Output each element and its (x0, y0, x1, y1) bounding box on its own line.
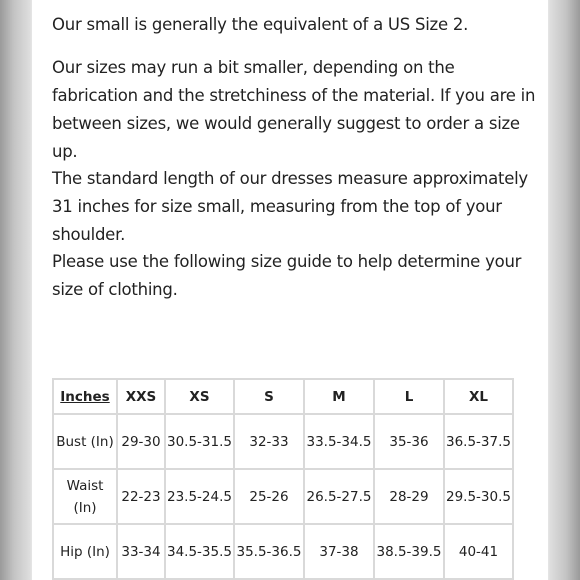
table-cell: 22-23 (117, 469, 165, 524)
table-cell: 35.5-36.5 (234, 524, 304, 579)
table-row-waist (53, 469, 513, 524)
size-header-xs: XS (165, 379, 234, 414)
table-cell: 37-38 (304, 524, 374, 579)
row-label-bust: Bust (In) (53, 414, 117, 469)
size-header-xl: XL (444, 379, 513, 414)
size-guide-intro-text: Please use the following size guide to help determine your size of clothing. (52, 252, 522, 299)
table-cell: 25-26 (234, 469, 304, 524)
sizing-advice-text: Our sizes may run a bit smaller, depending on the fabrication and the stretchiness of the material. If you are in between sizes, we would generally suggest to order a size up. (52, 58, 536, 161)
table-cell: 40-41 (444, 524, 513, 579)
table-cell: 32-33 (234, 414, 304, 469)
size-header-l: L (374, 379, 444, 414)
table-cell: 34.5-35.5 (165, 524, 234, 579)
table-header-row (53, 379, 513, 414)
size-header-m: M (304, 379, 374, 414)
table-cell: 23.5-24.5 (165, 469, 234, 524)
dress-length-text: The standard length of our dresses measure approximately 31 inches for size small, measuring from the top of your shoulder. (52, 169, 528, 244)
size-header-xxs: XXS (117, 379, 165, 414)
row-label-waist: Waist (In) (53, 469, 117, 524)
table-cell: 29.5-30.5 (444, 469, 513, 524)
unit-header (53, 379, 117, 414)
table-cell: 30.5-31.5 (165, 414, 234, 469)
table-cell: 33.5-34.5 (304, 414, 374, 469)
size-header-s: S (234, 379, 304, 414)
table-row-hip (53, 524, 513, 579)
table-cell: 29-30 (117, 414, 165, 469)
table-row-bust (53, 414, 513, 469)
size-equivalent-text: Our small is generally the equivalent of a US Size 2. (52, 15, 469, 34)
unit-header-label: Inches (60, 388, 110, 405)
table-cell: 26.5-27.5 (304, 469, 374, 524)
table-cell: 38.5-39.5 (374, 524, 444, 579)
table-cell: 33-34 (117, 524, 165, 579)
table-cell: 35-36 (374, 414, 444, 469)
size-guide-table (52, 378, 514, 580)
table-cell: 28-29 (374, 469, 444, 524)
table-cell: 36.5-37.5 (444, 414, 513, 469)
row-label-hip: Hip (In) (53, 524, 117, 579)
size-info-page (32, 0, 548, 580)
